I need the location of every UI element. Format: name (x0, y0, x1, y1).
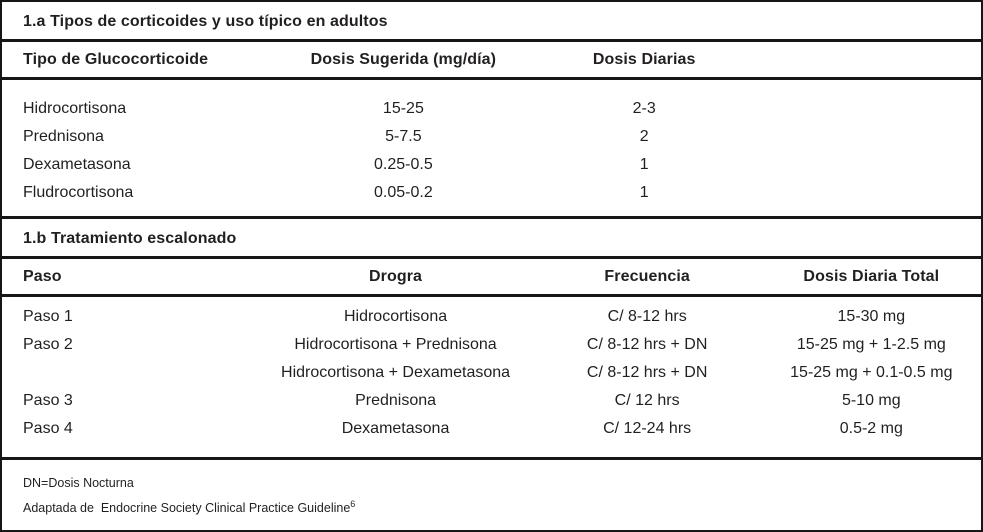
cell-dosis-sugerida: 0.05-0.2 (374, 184, 433, 201)
table-row (2, 179, 981, 207)
cell-tipo: Prednisona (23, 128, 104, 145)
cell-frecuencia: C/ 8-12 hrs + DN (586, 364, 708, 381)
cell-dosis-sugerida: 0.25-0.5 (374, 156, 433, 173)
cell-droga: Hidrocortisona + Prednisona (294, 336, 497, 353)
cell-dosis-diarias: 1 (639, 184, 649, 201)
cell-frecuencia: C/ 12-24 hrs (603, 420, 692, 437)
cell-dosis-total: 15-30 mg (837, 308, 906, 325)
table-row (2, 151, 981, 179)
cell-dosis-diarias: 2 (639, 128, 649, 145)
section-1b-title: 1.b Tratamiento escalonado (2, 219, 981, 259)
table-row (2, 415, 981, 443)
table-row (2, 95, 981, 123)
cell-dosis-sugerida: 15-25 (382, 100, 424, 117)
cell-droga: Prednisona (355, 392, 437, 409)
cell-tipo: Fludrocortisona (23, 184, 134, 201)
cell-paso: Paso 2 (23, 336, 73, 353)
table-1a-body (2, 80, 981, 219)
column-header-paso: Paso (23, 268, 62, 285)
table-row (2, 359, 981, 387)
cell-droga: Dexametasona (341, 420, 450, 437)
source-note (23, 498, 981, 515)
cell-dosis-diarias: 2-3 (632, 100, 656, 117)
table-row (2, 387, 981, 415)
table-footnotes (2, 460, 981, 515)
column-header-dosis-diaria-total: Dosis Diaria Total (803, 268, 940, 285)
source-note-superscript: 6 (350, 498, 356, 509)
cell-droga: Hidrocortisona (343, 308, 448, 325)
table-row (2, 303, 981, 331)
cell-frecuencia: C/ 8-12 hrs + DN (586, 336, 708, 353)
table-row (2, 331, 981, 359)
table-1b-body (2, 297, 981, 460)
section-1a-title: 1.a Tipos de corticoides y uso típico en adultos (2, 2, 981, 42)
cell-frecuencia: C/ 8-12 hrs (607, 308, 687, 325)
table-1b-header-row (2, 259, 981, 297)
column-header-frecuencia: Frecuencia (604, 268, 690, 285)
cell-dosis-total: 15-25 mg + 0.1-0.5 mg (790, 364, 953, 381)
column-header-drogra: Drogra (369, 268, 423, 285)
cell-dosis-total: 15-25 mg + 1-2.5 mg (796, 336, 946, 353)
column-header-spacer (768, 51, 981, 77)
cell-dosis-total: 0.5-2 mg (839, 420, 903, 437)
cell-paso: Paso 3 (23, 392, 73, 409)
cell-paso: Paso 4 (23, 420, 73, 437)
cell-dosis-sugerida: 5-7.5 (385, 128, 422, 145)
abbreviation-note: DN=Dosis Nocturna (23, 476, 134, 490)
cell-frecuencia: C/ 12 hrs (614, 392, 680, 409)
cell-paso: Paso 1 (23, 308, 73, 325)
table-row (2, 123, 981, 151)
cell-droga: Hidrocortisona + Dexametasona (281, 364, 511, 381)
cell-tipo: Dexametasona (23, 156, 131, 173)
cell-dosis-diarias: 1 (639, 156, 649, 173)
column-header-dosis-diarias: Dosis Diarias (592, 51, 696, 68)
source-note-text: Adaptada de Endocrine Society Clinical Practice Guideline (23, 501, 351, 515)
cell-paso (2, 359, 258, 387)
column-header-tipo-glucocorticoide: Tipo de Glucocorticoide (23, 51, 209, 68)
cell-dosis-total: 5-10 mg (841, 392, 901, 409)
column-header-dosis-sugerida: Dosis Sugerida (mg/día) (310, 51, 497, 68)
table-1a-header-row (2, 42, 981, 80)
cell-tipo: Hidrocortisona (23, 100, 127, 117)
